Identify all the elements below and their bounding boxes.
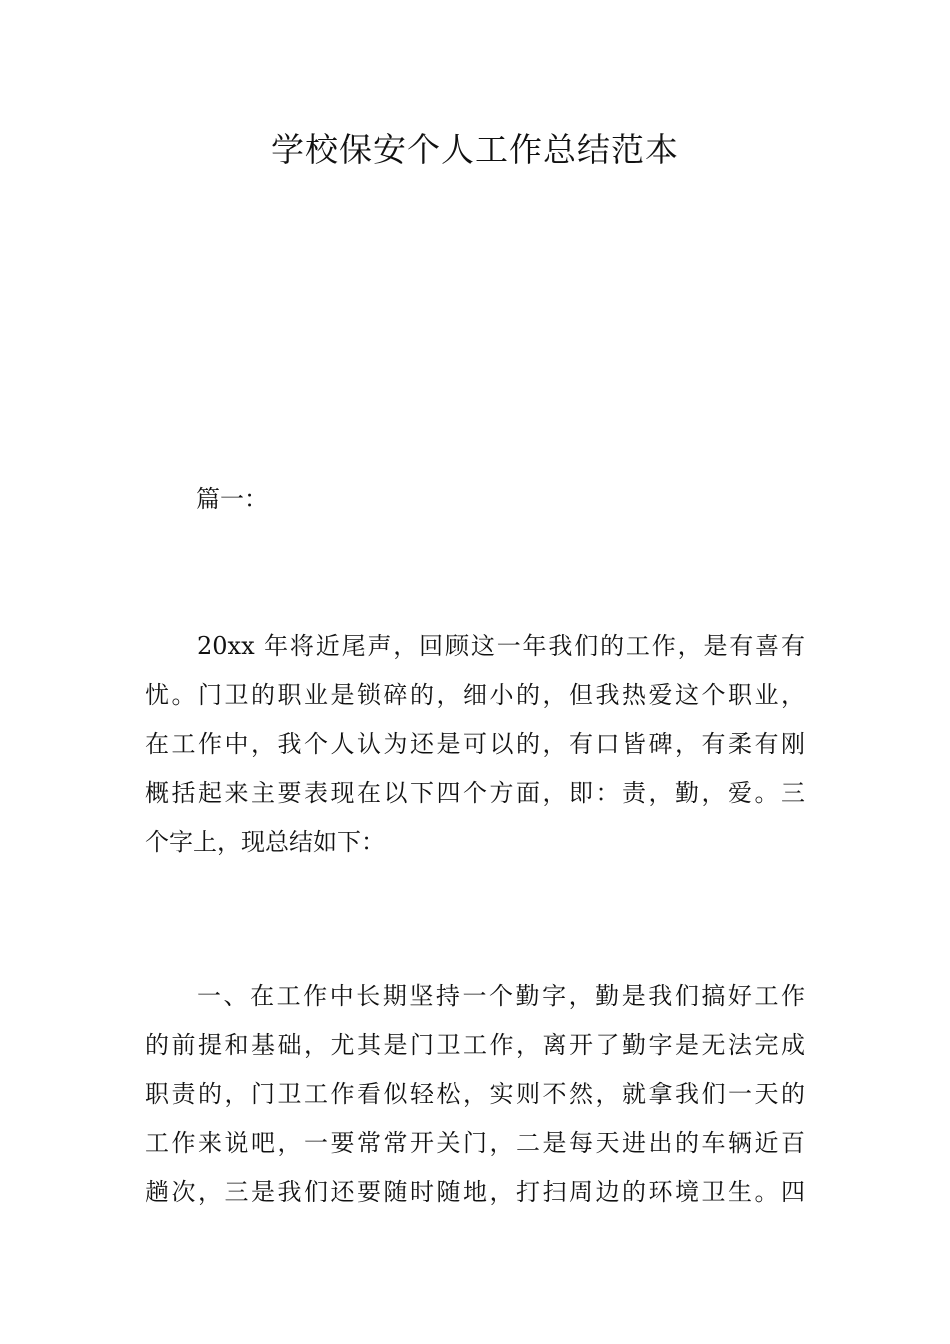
paragraph-line: 在工作中，我个人认为还是可以的，有口皆碑，有柔有刚 [145, 730, 805, 758]
paragraph-line: 个字上，现总结如下： [145, 828, 385, 856]
section-label: 篇一： [196, 485, 268, 513]
paragraph-line: 工作来说吧，一要常常开关门，二是每天进出的车辆近百 [145, 1129, 805, 1157]
paragraph-line: 忧。门卫的职业是锁碎的，细小的，但我热爱这个职业， [145, 681, 805, 709]
paragraph-2 [145, 972, 805, 1217]
paragraph-line: 趟次，三是我们还要随时随地，打扫周边的环境卫生。四 [145, 1178, 805, 1206]
paragraph-line: 20xx 年将近尾声，回顾这一年我们的工作，是有喜有 [197, 632, 805, 660]
paragraph-line: 概括起来主要表现在以下四个方面，即：责，勤，爱。三 [145, 779, 805, 807]
paragraph-line: 的前提和基础，尤其是门卫工作，离开了勤字是无法完成 [145, 1031, 805, 1059]
paragraph-line: 职责的，门卫工作看似轻松，实则不然，就拿我们一天的 [145, 1080, 805, 1108]
document-title: 学校保安个人工作总结范本 [271, 130, 679, 169]
paragraph-line: 一、在工作中长期坚持一个勤字，勤是我们搞好工作 [197, 982, 805, 1010]
paragraph-1 [145, 622, 805, 867]
